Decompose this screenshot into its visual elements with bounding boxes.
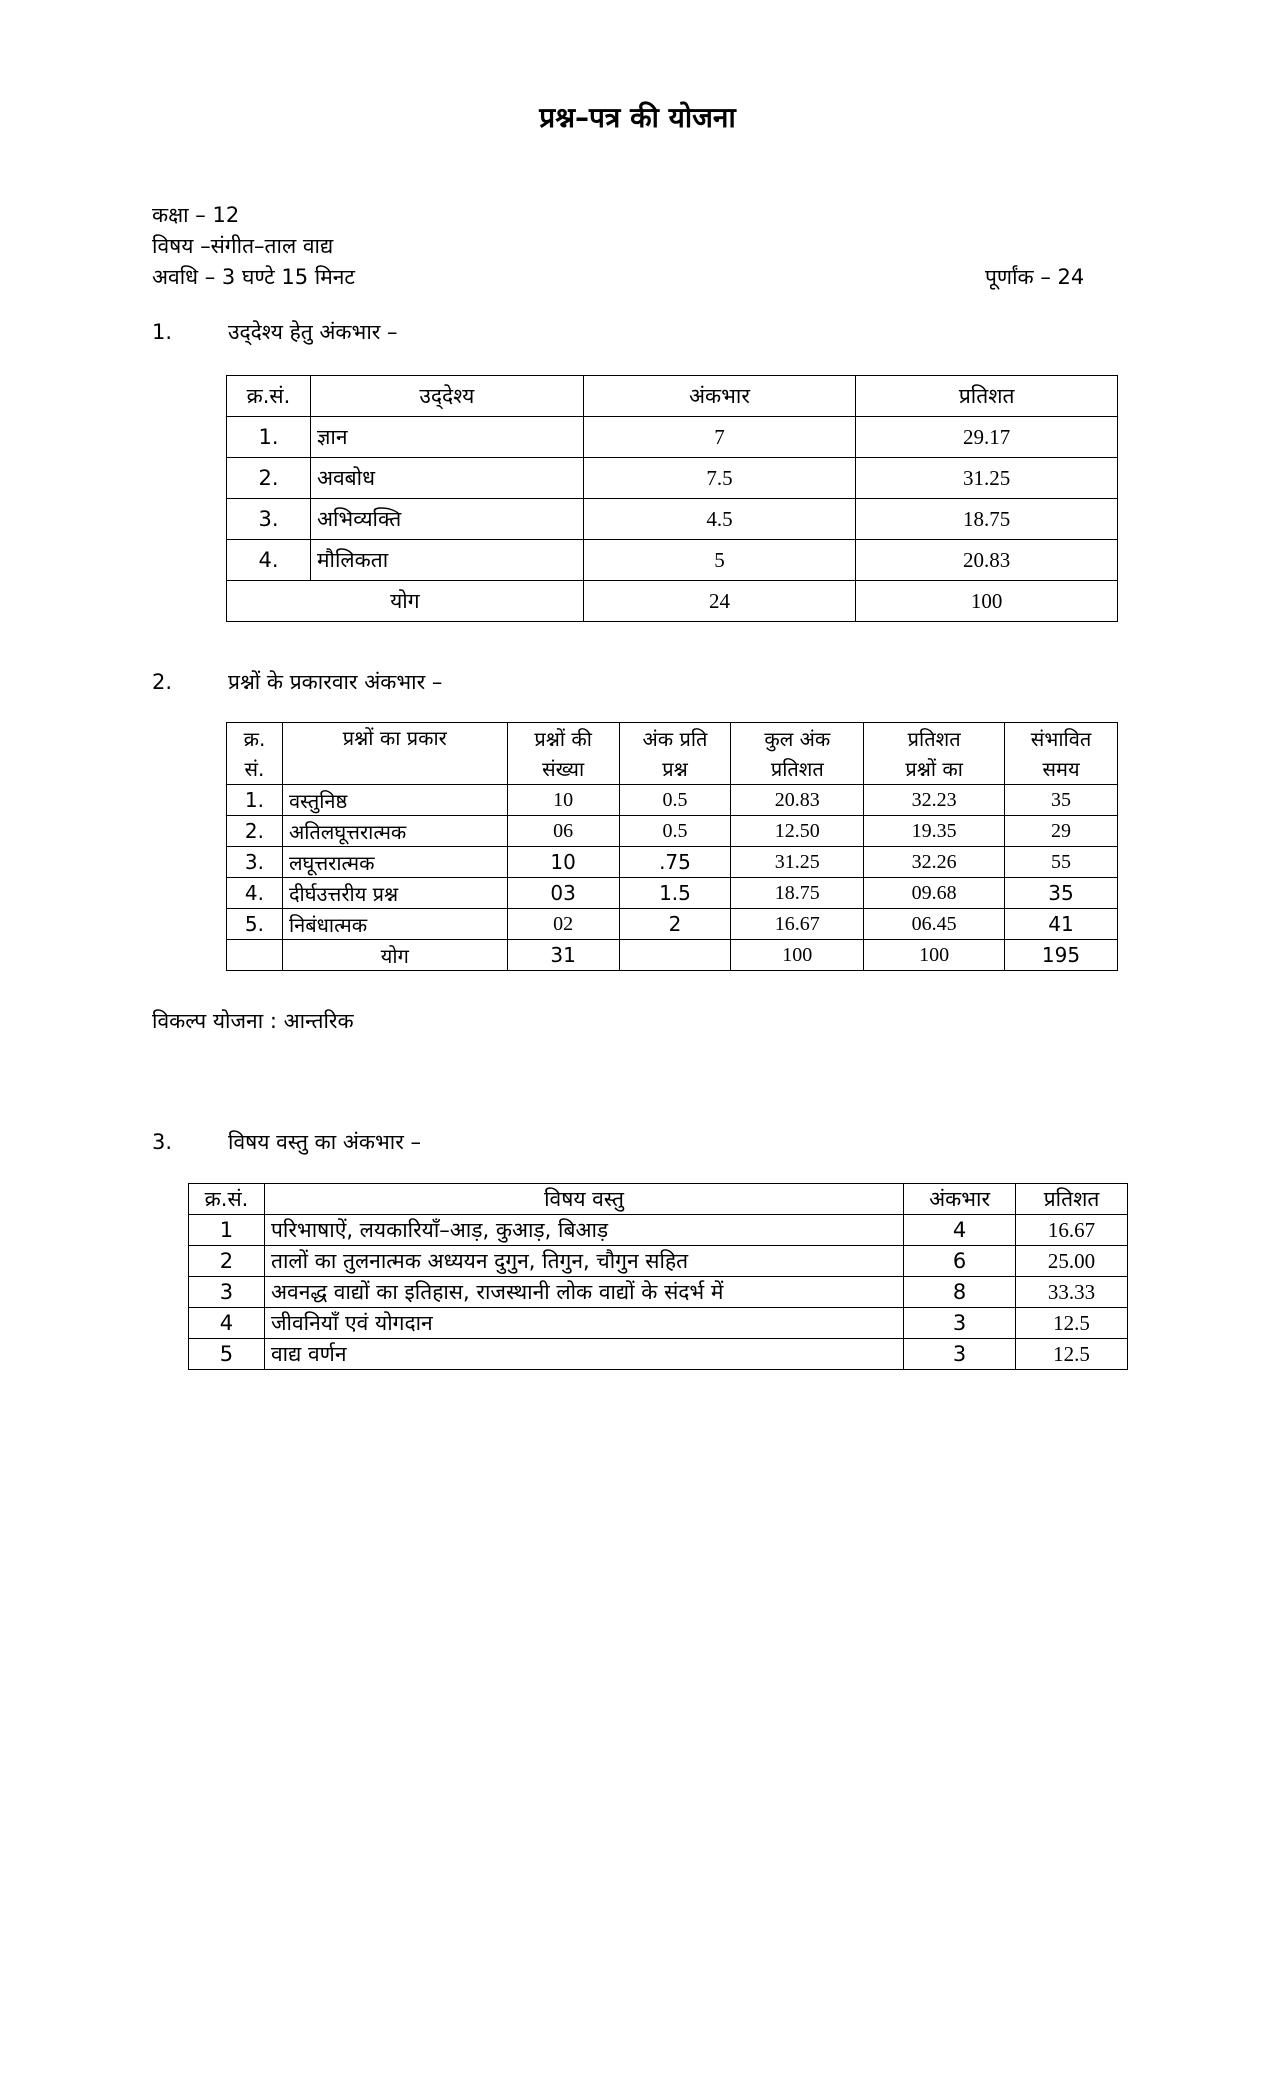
serial-cell: 3 <box>189 1277 265 1308</box>
question-type-table <box>226 722 1118 971</box>
total-label: योग <box>282 940 507 971</box>
serial-cell: 1. <box>227 417 311 458</box>
header-cell: प्रतिशत प्रश्नों का <box>864 723 1005 785</box>
option-plan: विकल्प योजना : आन्तरिक <box>152 1009 354 1033</box>
serial-cell: 5. <box>227 909 283 940</box>
table-row <box>227 909 1118 940</box>
serial-cell: 5 <box>189 1339 265 1370</box>
type-cell: लघूत्तरात्मक <box>282 847 507 878</box>
marks-cell: 3 <box>904 1308 1016 1339</box>
percent-cell: 31.25 <box>856 458 1118 499</box>
content-weightage-table <box>188 1183 1128 1370</box>
header-cell: विषय वस्तु <box>264 1184 903 1215</box>
percent-cell: 18.75 <box>856 499 1118 540</box>
marks-each-cell: 0.5 <box>619 785 731 816</box>
header-cell: क्र. सं. <box>227 723 283 785</box>
total-pct-cell: 20.83 <box>731 785 864 816</box>
marks-cell: 7 <box>583 417 856 458</box>
table-row <box>227 458 1118 499</box>
total-marks: 24 <box>583 581 856 622</box>
section3-heading <box>152 1128 421 1156</box>
duration-line: अवधि – 3 घण्टे 15 मिनट <box>152 265 356 289</box>
header-cell: क्र.सं. <box>227 376 311 417</box>
table-row <box>227 499 1118 540</box>
subject-line: विषय –संगीत–ताल वाद्य <box>152 234 334 258</box>
header-cell: प्रतिशत <box>856 376 1118 417</box>
header-cell: अंकभार <box>904 1184 1016 1215</box>
marks-cell: 4 <box>904 1215 1016 1246</box>
type-cell: निबंधात्मक <box>282 909 507 940</box>
section1-number: 1. <box>152 320 173 344</box>
serial-cell: 1. <box>227 785 283 816</box>
marks-cell: 5 <box>583 540 856 581</box>
topic-cell: वाद्य वर्णन <box>264 1339 903 1370</box>
table-row <box>189 1215 1128 1246</box>
total-count: 31 <box>507 940 619 971</box>
marks-cell: 4.5 <box>583 499 856 540</box>
table-row <box>227 540 1118 581</box>
meta-block <box>152 200 355 293</box>
header-cell: उद्‌देश्य <box>310 376 583 417</box>
table-row <box>189 1246 1128 1277</box>
total-pct-cell: 18.75 <box>731 878 864 909</box>
marks-each-cell: 1.5 <box>619 878 731 909</box>
total-pct-cell: 12.50 <box>731 816 864 847</box>
time-cell: 41 <box>1005 909 1118 940</box>
objective-cell: अभिव्यक्ति <box>310 499 583 540</box>
count-cell: 10 <box>507 847 619 878</box>
objective-cell: मौलिकता <box>310 540 583 581</box>
q-pct-cell: 06.45 <box>864 909 1005 940</box>
time-cell: 35 <box>1005 785 1118 816</box>
section3-title: विषय वस्तु का अंकभार – <box>228 1130 421 1154</box>
q-pct-cell: 19.35 <box>864 816 1005 847</box>
count-cell: 02 <box>507 909 619 940</box>
section2-heading <box>152 668 442 696</box>
percent-cell: 33.33 <box>1016 1277 1128 1308</box>
header-cell: प्रश्नों की संख्या <box>507 723 619 785</box>
serial-cell: 3. <box>227 499 311 540</box>
total-label: योग <box>227 581 584 622</box>
type-cell: वस्तुनिष्ठ <box>282 785 507 816</box>
percent-cell: 12.5 <box>1016 1339 1128 1370</box>
table-header-row <box>189 1184 1128 1215</box>
total-row <box>227 581 1118 622</box>
count-cell: 06 <box>507 816 619 847</box>
table-row <box>227 417 1118 458</box>
table-row <box>227 878 1118 909</box>
count-cell: 10 <box>507 785 619 816</box>
topic-cell: अवनद्ध वाद्यों का इतिहास, राजस्थानी लोक वाद्यों के संदर्भ में <box>264 1277 903 1308</box>
empty-cell <box>227 940 283 971</box>
marks-cell: 7.5 <box>583 458 856 499</box>
serial-cell: 2. <box>227 458 311 499</box>
section1-heading <box>152 318 398 346</box>
total-q-pct: 100 <box>864 940 1005 971</box>
serial-cell: 1 <box>189 1215 265 1246</box>
total-pct-cell: 31.25 <box>731 847 864 878</box>
marks-each-cell: 0.5 <box>619 816 731 847</box>
table-row <box>227 785 1118 816</box>
header-cell: अंकभार <box>583 376 856 417</box>
max-marks-line: पूर्णांक – 24 <box>985 265 1085 289</box>
total-time: 195 <box>1005 940 1118 971</box>
total-marks-each <box>619 940 731 971</box>
time-cell: 55 <box>1005 847 1118 878</box>
header-cell: संभावित समय <box>1005 723 1118 785</box>
time-cell: 35 <box>1005 878 1118 909</box>
total-row <box>227 940 1118 971</box>
objective-cell: ज्ञान <box>310 417 583 458</box>
percent-cell: 12.5 <box>1016 1308 1128 1339</box>
serial-cell: 4. <box>227 878 283 909</box>
marks-each-cell: .75 <box>619 847 731 878</box>
total-percent: 100 <box>856 581 1118 622</box>
q-pct-cell: 32.23 <box>864 785 1005 816</box>
table-row <box>189 1277 1128 1308</box>
table-row <box>189 1339 1128 1370</box>
type-cell: दीर्घउत्तरीय प्रश्न <box>282 878 507 909</box>
table-row <box>189 1308 1128 1339</box>
header-cell: क्र.सं. <box>189 1184 265 1215</box>
topic-cell: जीवनियाँ एवं योगदान <box>264 1308 903 1339</box>
topic-cell: परिभाषाऐं, लयकारियाँ–आड़, कुआड़, बिआड़ <box>264 1215 903 1246</box>
percent-cell: 25.00 <box>1016 1246 1128 1277</box>
section3-number: 3. <box>152 1130 173 1154</box>
marks-cell: 6 <box>904 1246 1016 1277</box>
class-line: कक्षा – 12 <box>152 203 240 227</box>
total-pct: 100 <box>731 940 864 971</box>
table-row <box>227 847 1118 878</box>
table-row <box>227 816 1118 847</box>
header-cell: प्रतिशत <box>1016 1184 1128 1215</box>
percent-cell: 20.83 <box>856 540 1118 581</box>
topic-cell: तालों का तुलनात्मक अध्ययन दुगुन, तिगुन, चौगुन सहित <box>264 1246 903 1277</box>
section2-number: 2. <box>152 670 173 694</box>
count-cell: 03 <box>507 878 619 909</box>
marks-cell: 8 <box>904 1277 1016 1308</box>
percent-cell: 16.67 <box>1016 1215 1128 1246</box>
q-pct-cell: 32.26 <box>864 847 1005 878</box>
section1-title: उद्‌देश्य हेतु अंकभार – <box>228 320 398 344</box>
header-cell: अंक प्रति प्रश्न <box>619 723 731 785</box>
objective-cell: अवबोध <box>310 458 583 499</box>
type-cell: अतिलघूत्तरात्मक <box>282 816 507 847</box>
header-cell: कुल अंक प्रतिशत <box>731 723 864 785</box>
objective-weightage-table <box>226 375 1118 622</box>
serial-cell: 4. <box>227 540 311 581</box>
serial-cell: 4 <box>189 1308 265 1339</box>
section2-title: प्रश्नों के प्रकारवार अंकभार – <box>228 670 443 694</box>
serial-cell: 2 <box>189 1246 265 1277</box>
time-cell: 29 <box>1005 816 1118 847</box>
serial-cell: 2. <box>227 816 283 847</box>
header-cell: प्रश्नों का प्रकार <box>282 723 507 785</box>
table-header-row <box>227 723 1118 785</box>
page-title: प्रश्न–पत्र की योजना <box>539 101 736 134</box>
serial-cell: 3. <box>227 847 283 878</box>
marks-each-cell: 2 <box>619 909 731 940</box>
marks-cell: 3 <box>904 1339 1016 1370</box>
total-pct-cell: 16.67 <box>731 909 864 940</box>
percent-cell: 29.17 <box>856 417 1118 458</box>
q-pct-cell: 09.68 <box>864 878 1005 909</box>
table-header-row <box>227 376 1118 417</box>
